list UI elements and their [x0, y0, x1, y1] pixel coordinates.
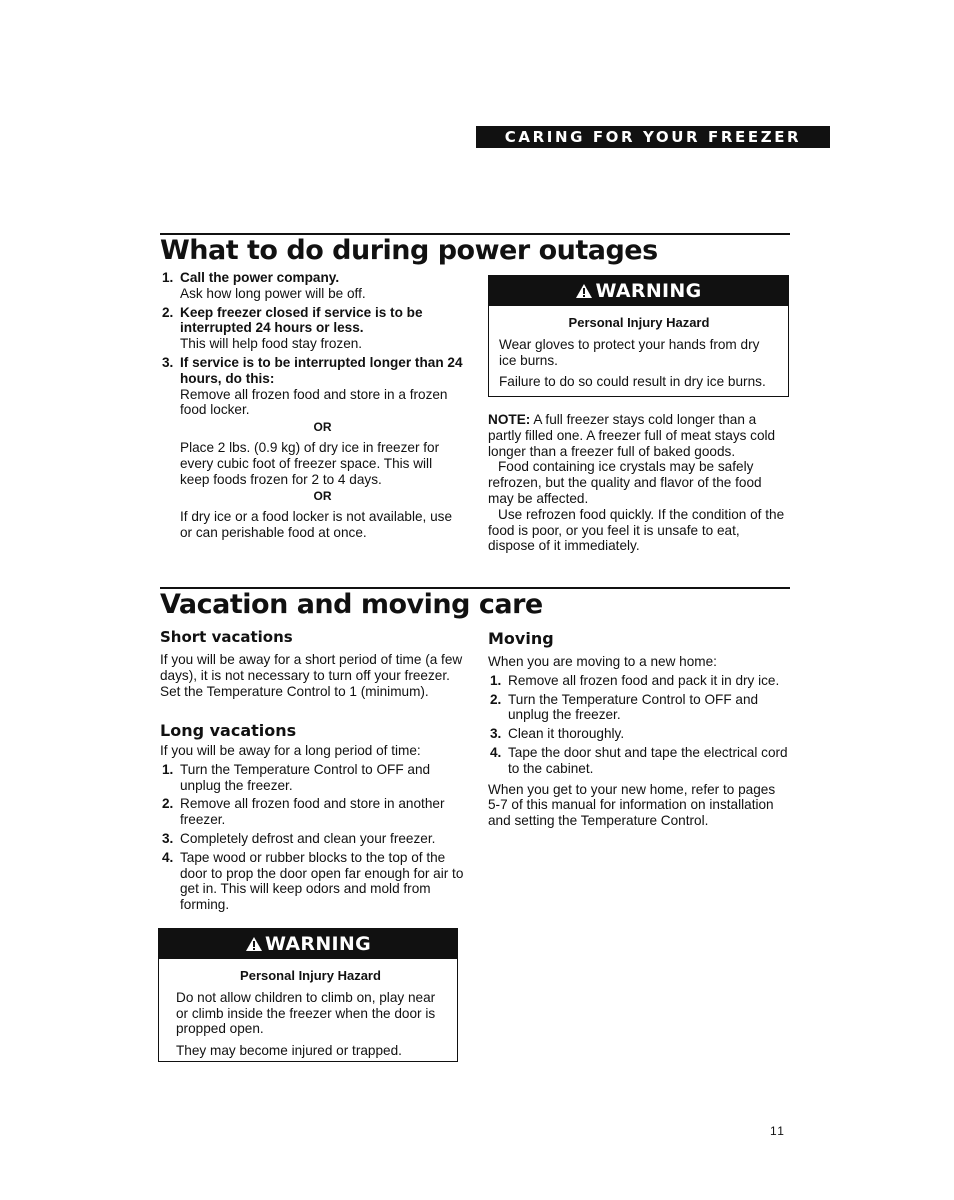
note-text: A full freezer stays cold longer than a partly filled one. A freezer full of meat stays cold longer than a freezer full of baked goods.: [488, 412, 776, 459]
list-item: [488, 692, 788, 724]
warning-text: They may become injured or trapped.: [176, 1043, 402, 1059]
list-item: [160, 850, 465, 913]
section-title-outages: What to do during power outages: [160, 235, 658, 266]
warning-text: Failure to do so could result in dry ice burns.: [499, 374, 766, 390]
long-vacations-intro: If you will be away for a long period of time:: [160, 743, 421, 758]
section-banner: CARING FOR YOUR FREEZER: [476, 126, 830, 148]
dry-ice-option: Place 2 lbs. (0.9 kg) of dry ice in freezer for every cubic foot of freezer space. This will keep foods frozen for 2 to 4 days.: [180, 439, 440, 487]
warning-label: WARNING: [595, 280, 702, 302]
list-item: [160, 796, 465, 828]
warning-triangle-icon: [245, 936, 263, 952]
outage-steps-list: [160, 270, 465, 541]
step-text: Remove all frozen food and store in a frozen food locker.: [180, 386, 448, 418]
paragraph: If you will be away for a short period of time (a few days), it is not necessary to turn off your freezer. Set the Temperature Control to 1 (minimum).: [160, 652, 463, 699]
subheading-short-vacations: Short vacations: [160, 628, 293, 646]
step-text: Turn the Temperature Control to OFF and unplug the freezer.: [180, 761, 431, 793]
outage-steps-column: [160, 270, 465, 541]
subheading-moving: Moving: [488, 629, 554, 648]
step-number: 2.: [490, 691, 502, 707]
warning-triangle-icon: [575, 283, 593, 299]
step-number: 2.: [162, 304, 174, 320]
long-vacations-column: [160, 743, 465, 913]
step-number: 3.: [490, 726, 502, 742]
step-text: Remove all frozen food and pack it in dry ice.: [508, 672, 780, 688]
warning-body: [489, 306, 788, 396]
moving-steps: [488, 673, 788, 777]
warning-text: Wear gloves to protect your hands from dry ice burns.: [499, 336, 760, 368]
note-paragraph: [488, 412, 788, 459]
warning-subtitle: Personal Injury Hazard: [240, 968, 381, 983]
list-item: [160, 355, 465, 541]
note-column: [488, 412, 788, 554]
step-number: 3.: [162, 354, 174, 370]
step-text: Remove all frozen food and store in another freezer.: [180, 796, 445, 828]
step-number: 4.: [490, 744, 502, 760]
long-vacation-steps: [160, 762, 465, 913]
step-heading: If service is to be interrupted longer than 24 hours, do this:: [180, 354, 463, 386]
list-item: [488, 673, 788, 689]
warning-header: [489, 276, 788, 306]
step-text: Turn the Temperature Control to OFF and unplug the freezer.: [508, 691, 759, 723]
list-item: [160, 762, 465, 794]
subheading-long-vacations: Long vacations: [160, 721, 297, 740]
step-text: Clean it thoroughly.: [508, 726, 625, 742]
or-separator: OR: [313, 420, 332, 435]
short-vacations-text: [160, 652, 465, 699]
step-text: Tape the door shut and tape the electrical cord to the cabinet.: [508, 744, 788, 776]
note-paragraph: Food containing ice crystals may be safely refrozen, but the quality and flavor of the food may be affected.: [488, 459, 762, 506]
step-heading: Call the power company.: [180, 270, 340, 285]
step-text: This will help food stay frozen.: [180, 336, 363, 352]
page-number: 11: [770, 1124, 786, 1138]
moving-outro: When you get to your new home, refer to pages 5-7 of this manual for information on installation and setting the Temperature Control.: [488, 781, 776, 829]
step-text: Ask how long power will be off.: [180, 285, 366, 301]
warning-label: WARNING: [264, 933, 371, 955]
list-item: [488, 726, 788, 742]
step-number: 4.: [162, 849, 174, 865]
children-warning-box: [158, 928, 458, 1062]
list-item: [160, 305, 465, 352]
step-number: 1.: [162, 270, 174, 285]
or-separator: OR: [313, 489, 332, 504]
step-text: Completely defrost and clean your freezer.: [180, 830, 436, 846]
warning-subtitle: Personal Injury Hazard: [568, 315, 710, 330]
note-paragraph: Use refrozen food quickly. If the condition of the food is poor, or you feel it is unsafe to eat, dispose of it immediately.: [488, 506, 785, 554]
list-item: [160, 831, 465, 847]
step-number: 1.: [490, 672, 502, 688]
warning-text: Do not allow children to climb on, play near or climb inside the freezer when the door is propped open.: [176, 989, 436, 1037]
note-label: NOTE:: [488, 412, 531, 427]
warning-body: [159, 959, 457, 1065]
dry-ice-warning-box: [488, 275, 789, 397]
warning-header: [159, 929, 457, 959]
step-text: Tape wood or rubber blocks to the top of the door to prop the door open far enough for air to get in. This will keep odors and mold from forming.: [180, 849, 464, 913]
last-option: If dry ice or a food locker is not available, use or can perishable food at once.: [180, 509, 453, 540]
step-number: 2.: [162, 796, 174, 812]
step-number: 1.: [162, 761, 174, 777]
section-title-vacation: Vacation and moving care: [160, 589, 543, 620]
step-number: 3.: [162, 830, 174, 846]
moving-column: [488, 654, 788, 829]
list-item: [488, 745, 788, 777]
list-item: [160, 270, 465, 302]
step-heading: Keep freezer closed if service is to be interrupted 24 hours or less.: [180, 304, 423, 336]
moving-intro: When you are moving to a new home:: [488, 654, 717, 669]
